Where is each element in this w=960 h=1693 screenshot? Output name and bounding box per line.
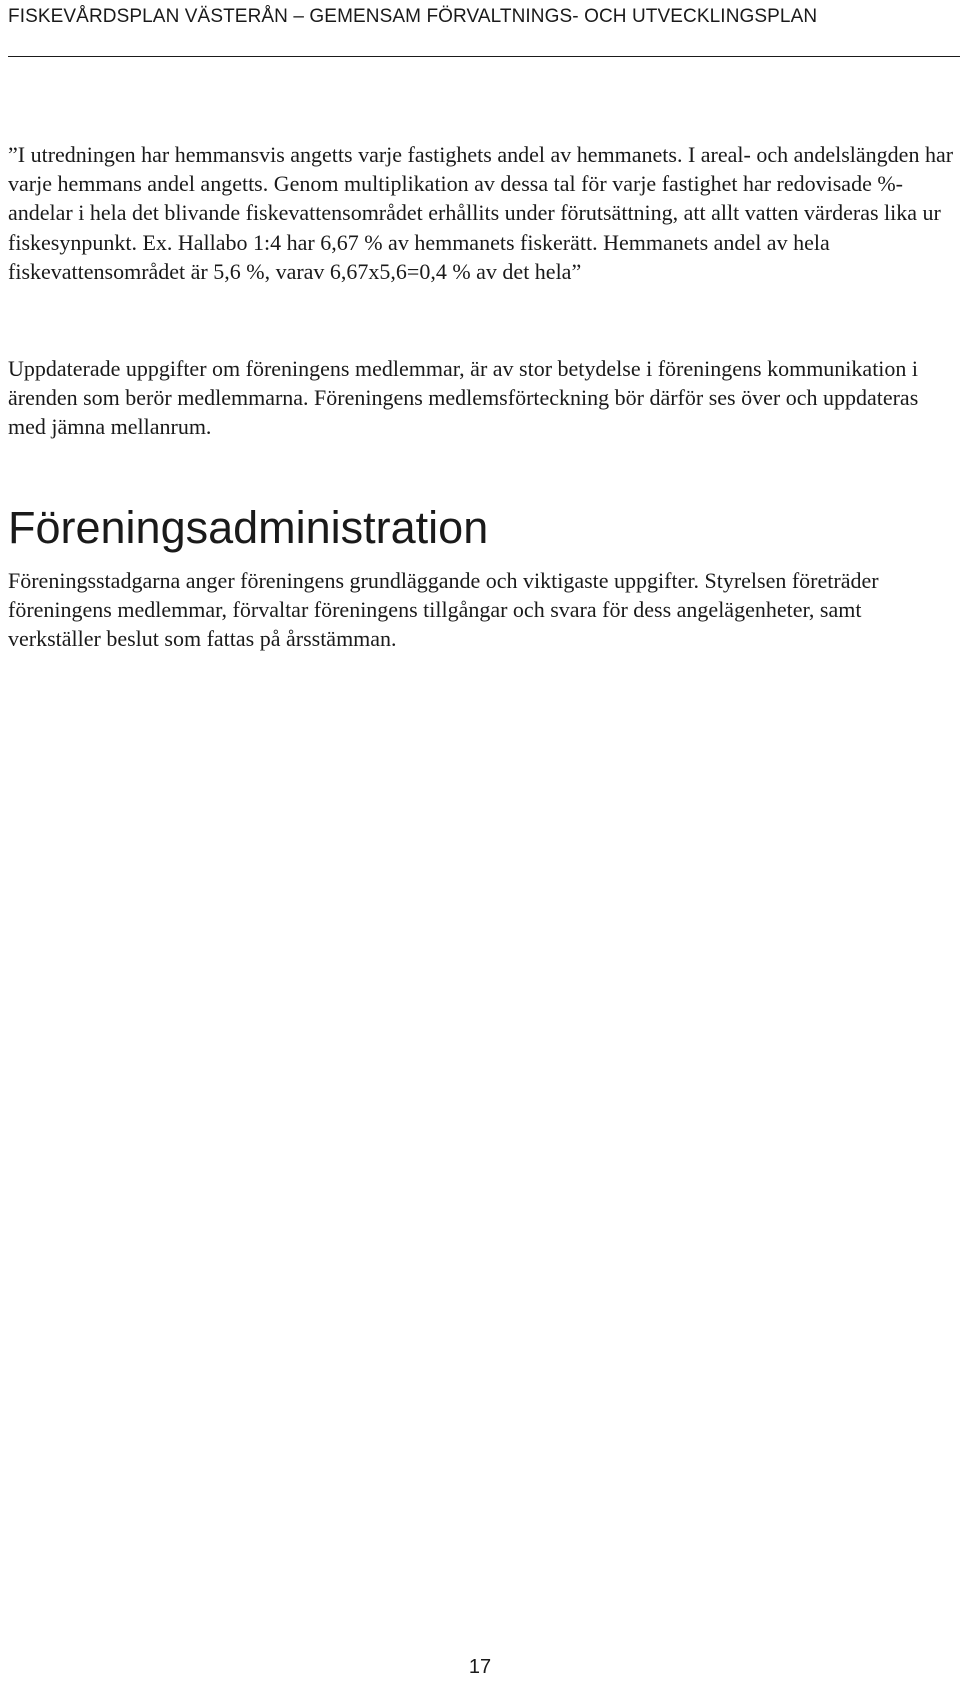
header-divider <box>8 56 960 57</box>
quote-paragraph: ”I utredningen har hemmansvis angetts varje fastighets andel av hemmanets. I areal- och andelslängden har varje hemmans andel angetts. Genom multiplikation av dessa tal för varje fastighet har redovisade %-andelar i hela det blivande fiskevattensområdet erhållits under förutsättning, att allt vatten värderas lika ur fiskesynpunkt. Ex. Hallabo 1:4 har 6,67 % av hemmanets fiskerätt. Hemmanets andel av hela fiskevattensområdet är 5,6 %, varav 6,67x5,6=0,4 % av det hela” <box>8 142 954 284</box>
section-heading: Föreningsadministration <box>8 502 489 553</box>
running-header: FISKEVÅRDSPLAN VÄSTERÅN – GEMENSAM FÖRVALTNINGS- OCH UTVECKLINGSPLAN <box>8 6 818 27</box>
members-paragraph: Uppdaterade uppgifter om föreningens medlemmar, är av stor betydelse i föreningens kommunikation i ärenden som berör medlemmarna. Föreningens medlemsförteckning bör därför ses över och uppdateras med jämna mellanrum. <box>8 356 919 440</box>
page-number: 17 <box>468 1656 492 1678</box>
admin-paragraph: Föreningsstadgarna anger föreningens grundläggande och viktigaste uppgifter. Styrelsen företräder föreningens medlemmar, förvaltar föreningens tillgångar och svara för dess angelägenheter, samt verkställer beslut som fattas på årsstämman. <box>8 568 879 652</box>
